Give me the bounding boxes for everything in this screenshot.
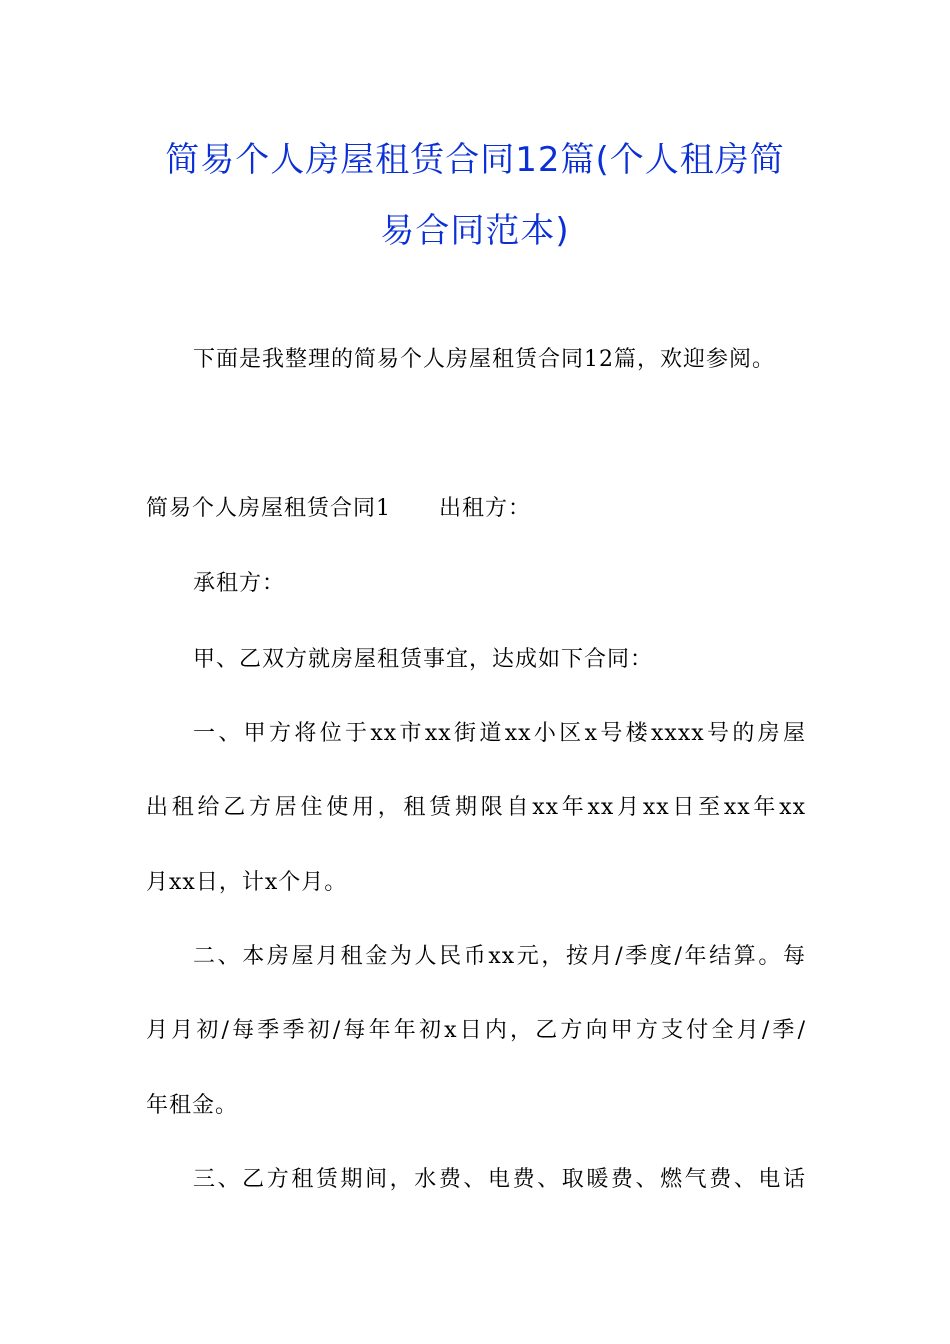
section-heading-row bbox=[146, 494, 531, 524]
clause-2-line-2: 月月初/每季季初/每年年初x日内，乙方向甲方支付全月/季/ bbox=[146, 1018, 806, 1043]
intro-paragraph: 下面是我整理的简易个人房屋租赁合同12篇，欢迎参阅。 bbox=[193, 347, 775, 372]
clause-2-line-3: 年租金。 bbox=[146, 1093, 239, 1118]
section-1-heading: 简易个人房屋租赁合同1 bbox=[146, 496, 391, 521]
clause-3-line-1: 三、乙方租赁期间，水费、电费、取暖费、燃气费、电话 bbox=[193, 1167, 806, 1192]
clause-1-line-2: 出租给乙方居住使用，租赁期限自xx年xx月xx日至xx年xx bbox=[146, 795, 806, 820]
document-title-line-2: 易合同范本) bbox=[380, 211, 570, 251]
clause-1-line-1: 一、甲方将位于xx市xx街道xx小区x号楼xxxx号的房屋 bbox=[193, 721, 806, 746]
lessee-label: 承租方： bbox=[193, 571, 286, 596]
lessor-label: 出租方： bbox=[439, 496, 532, 521]
clause-1-line-3: 月xx日，计x个月。 bbox=[146, 870, 348, 895]
paragraph-agreement: 甲、乙双方就房屋租赁事宜，达成如下合同： bbox=[193, 647, 654, 672]
clause-2-line-1: 二、本房屋月租金为人民币xx元，按月/季度/年结算。每 bbox=[193, 944, 806, 969]
document-title-line-1: 简易个人房屋租赁合同12篇(个人租房简 bbox=[165, 140, 785, 180]
